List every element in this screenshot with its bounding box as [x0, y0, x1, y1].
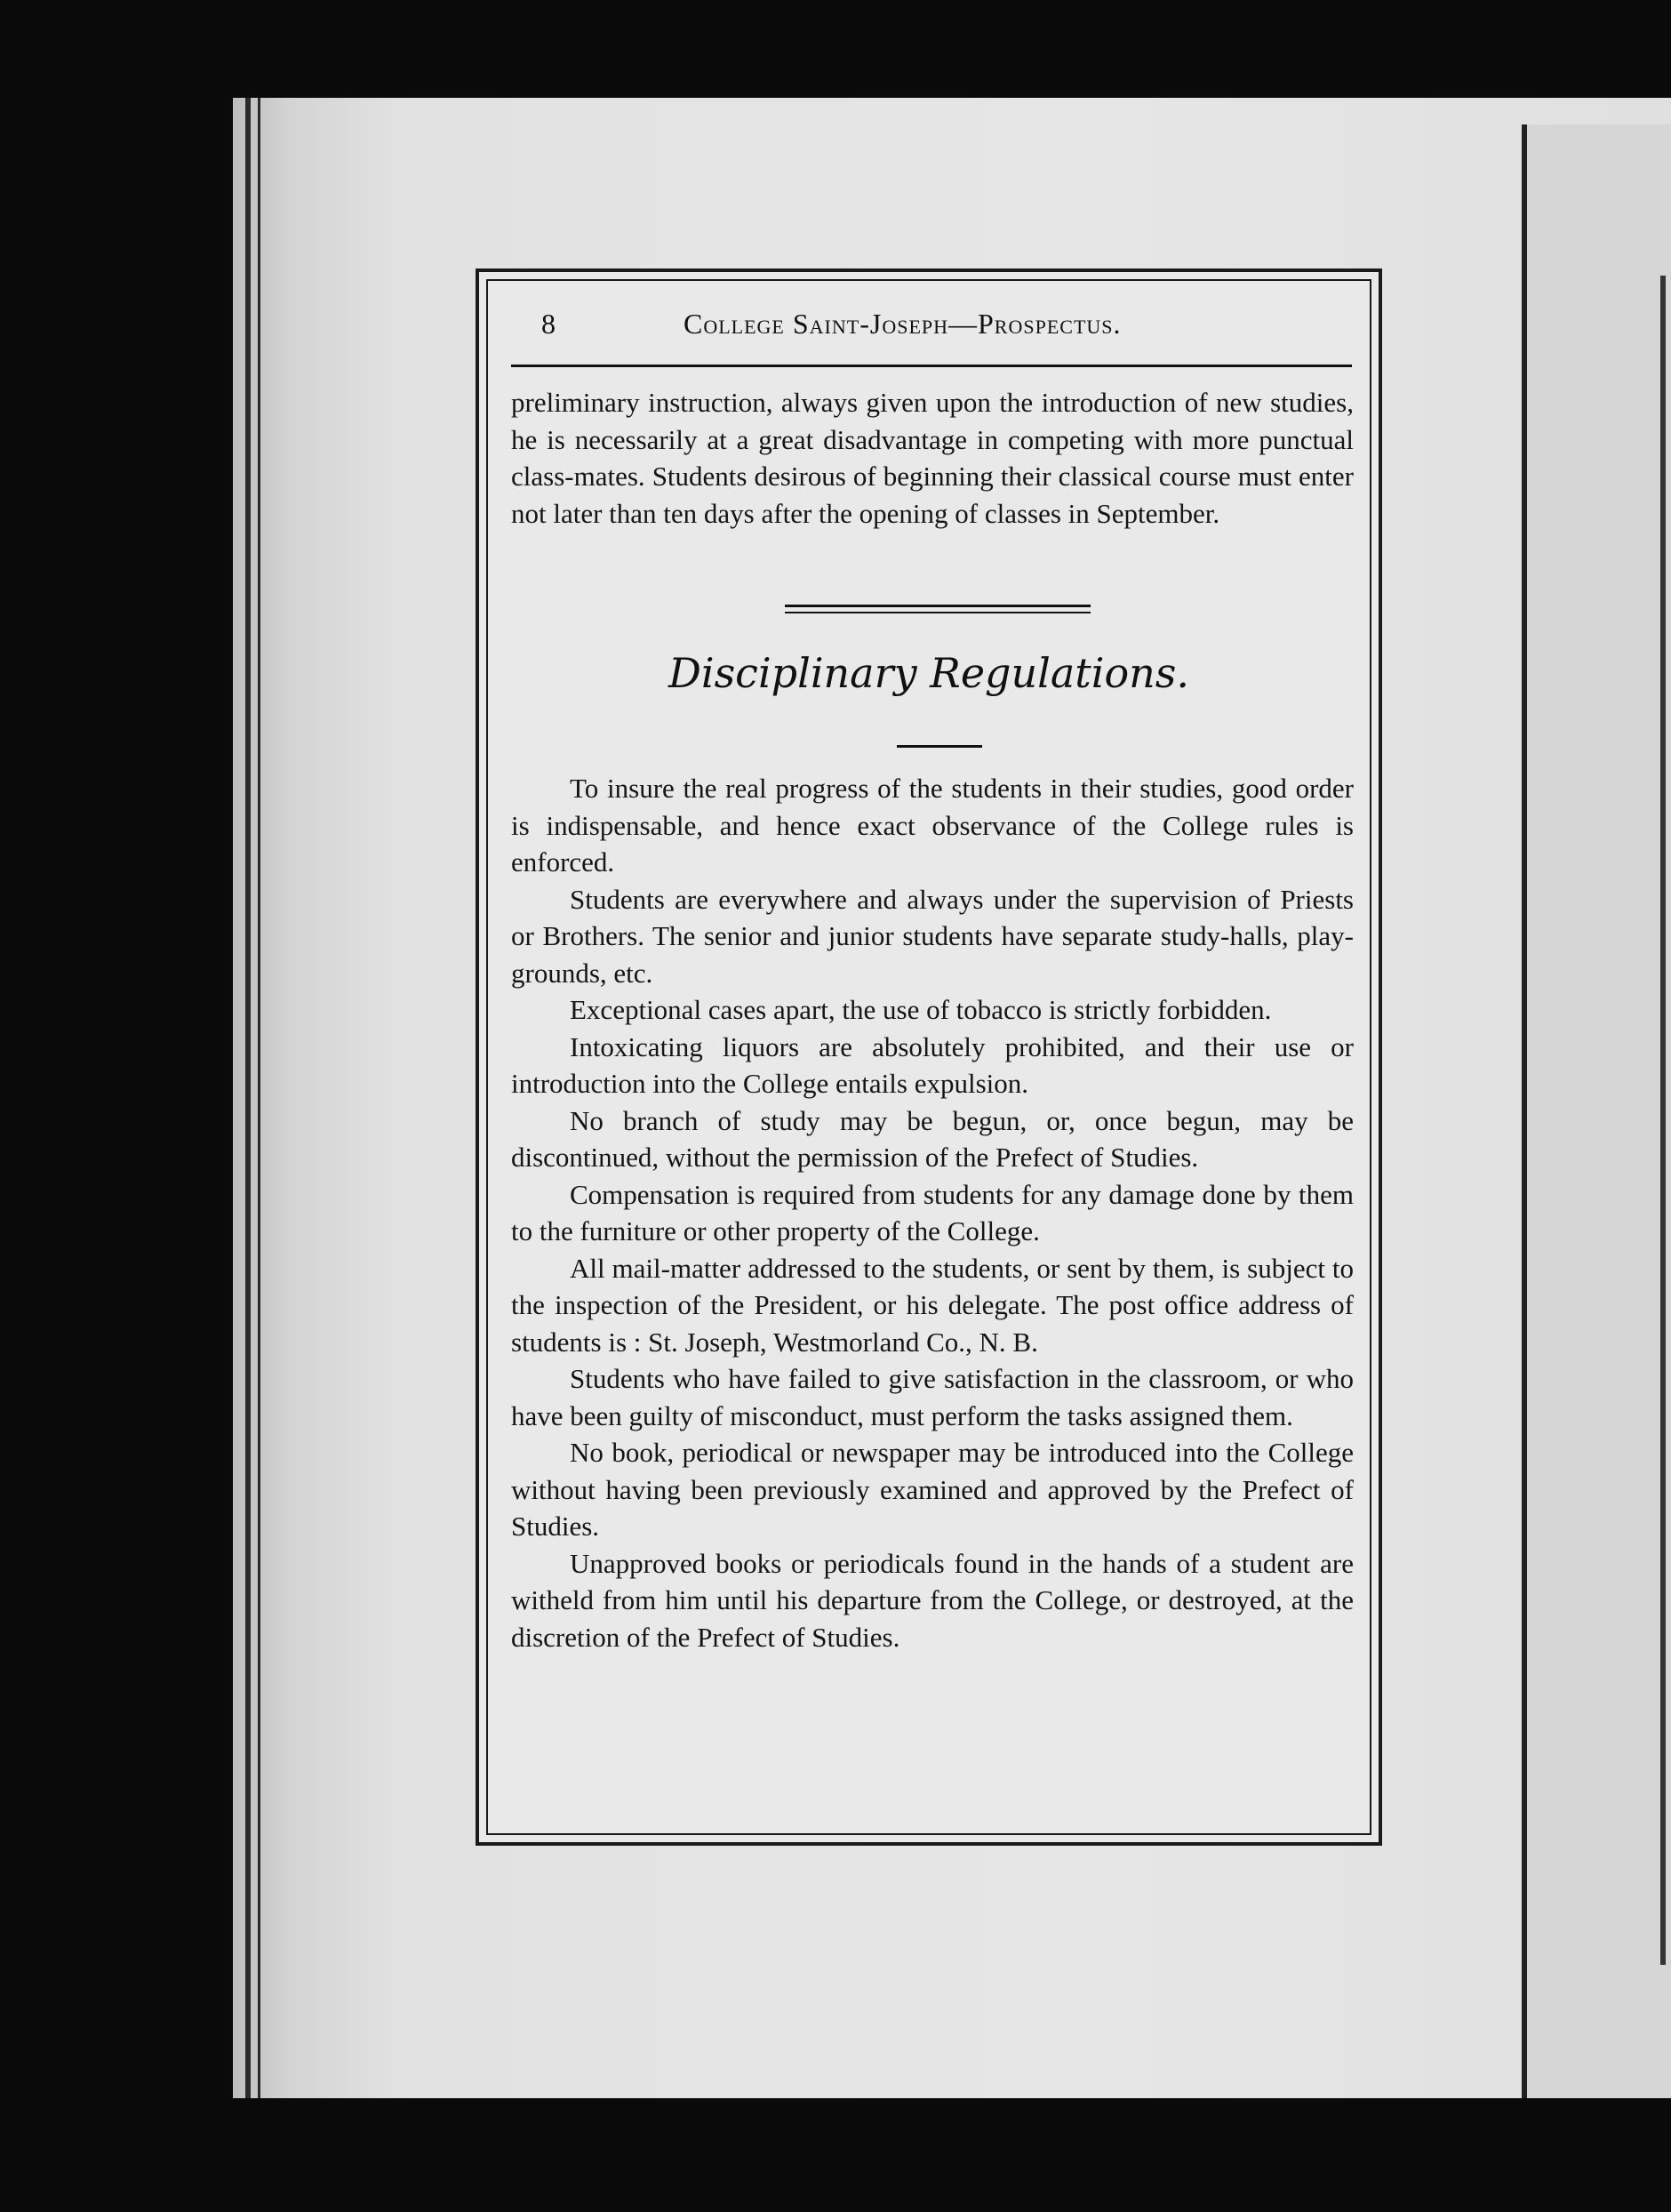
header-rule	[511, 365, 1352, 367]
regulation-paragraph: Exceptional cases apart, the use of tobacco is strictly forbidden.	[570, 994, 1272, 1025]
regulation-paragraph: Unapproved books or periodicals found in the hands of a student are witheld from him until his departure from the College, or destroyed, at the discretion of the Prefect of Studies.	[511, 1547, 1354, 1653]
regulation-paragraph: Compensation is required from students for any damage done by them to the furniture or other property of the College.	[511, 1178, 1354, 1246]
running-head	[541, 308, 1343, 343]
continuation-text	[511, 384, 1354, 532]
regulation-paragraph: Students are everywhere and always under the supervision of Priests or Brothers. The senior and junior students have separate study-halls, play-grounds, etc.	[511, 883, 1354, 989]
adjacent-page-edge	[1522, 124, 1671, 2098]
continuation-paragraph: preliminary instruction, always given upon the introduction of new studies, he is necessarily at a great disadvantage in competing with more punctual class-mates. Students desirous of beginning their classical course must enter not later than ten days after the opening of classes in September.	[511, 387, 1354, 529]
running-title: College Saint-Joseph—Prospectus.	[684, 308, 1122, 340]
adjacent-frame-line	[1660, 276, 1666, 1965]
regulation-paragraph: No book, periodical or newspaper may be introduced into the College without having been previously examined and approved by the Prefect of Studies.	[511, 1437, 1354, 1542]
page-frame	[476, 268, 1382, 1846]
regulation-paragraph: To insure the real progress of the students in their studies, good order is indispensable, and hence exact observance of the College rules is enforced.	[511, 773, 1354, 878]
binding-line	[245, 98, 251, 2098]
regulation-paragraph: All mail-matter addressed to the students, or sent by them, is subject to the inspection of the President, or his delegate. The post office address of students is : St. Joseph, Westmorland Co., N. B.	[511, 1252, 1354, 1358]
page-number: 8	[541, 308, 556, 340]
regulations-text	[511, 770, 1354, 1655]
ornamental-double-rule	[785, 605, 1091, 617]
regulation-paragraph: Students who have failed to give satisfaction in the classroom, or who have been guilty of misconduct, must perform the tasks assigned them.	[511, 1363, 1354, 1431]
binding-line	[258, 98, 260, 2098]
regulation-paragraph: Intoxicating liquors are absolutely prohibited, and their use or introduction into the College entails expulsion.	[511, 1030, 1354, 1099]
section-title: Disciplinary Regulations.	[668, 649, 1189, 697]
regulation-paragraph: No branch of study may be begun, or, once begun, may be discontinued, without the permission of the Prefect of Studies.	[511, 1104, 1354, 1173]
section-title-rule	[897, 745, 982, 748]
